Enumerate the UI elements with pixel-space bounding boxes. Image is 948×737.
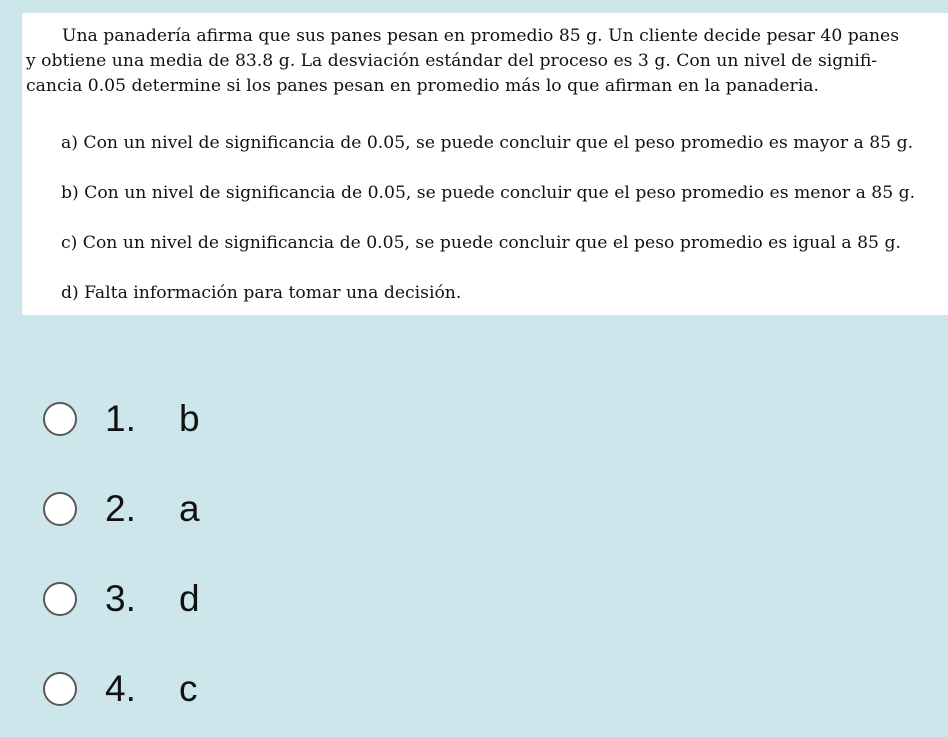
answer-label: d — [179, 578, 200, 619]
answer-number: 1. — [105, 398, 136, 439]
radio-button[interactable] — [43, 492, 77, 526]
answer-number: 2. — [105, 488, 136, 529]
statement-option-c: c) Con un nivel de significancia de 0.05, se puede concluir que el peso promedio es igual a 85 g. — [61, 233, 901, 253]
answer-option-1[interactable] — [43, 374, 200, 464]
statement-options — [61, 131, 915, 331]
question-stem-line: Una panadería afirma que sus panes pesan en promedio 85 g. Un cliente decide pesar 40 panes — [62, 26, 900, 46]
statement-option-b: b) Con un nivel de significancia de 0.05, se puede concluir que el peso promedio es menor a 85 g. — [61, 183, 916, 203]
answer-option-3[interactable] — [43, 554, 200, 644]
answer-number: 3. — [105, 578, 136, 619]
answer-label: a — [179, 488, 200, 529]
question-stem — [26, 24, 922, 99]
radio-button[interactable] — [43, 582, 77, 616]
radio-button[interactable] — [43, 672, 77, 706]
answer-option-4[interactable] — [43, 644, 200, 734]
statement-option-a: a) Con un nivel de significancia de 0.05, se puede concluir que el peso promedio es mayor a 85 g. — [61, 133, 914, 153]
answer-label: c — [179, 668, 198, 709]
answer-option-2[interactable] — [43, 464, 200, 554]
answer-label: b — [179, 398, 200, 439]
question-card — [22, 13, 948, 315]
answer-number: 4. — [105, 668, 136, 709]
question-stem-line: y obtiene una media de 83.8 g. La desviación estándar del proceso es 3 g. Con un nivel de signifi- — [26, 51, 878, 71]
answer-options — [43, 374, 200, 734]
radio-button[interactable] — [43, 402, 77, 436]
statement-option-d: d) Falta información para tomar una decisión. — [61, 283, 462, 303]
question-stem-line: cancia 0.05 determine si los panes pesan en promedio más lo que afirman en la panaderia. — [26, 76, 819, 96]
